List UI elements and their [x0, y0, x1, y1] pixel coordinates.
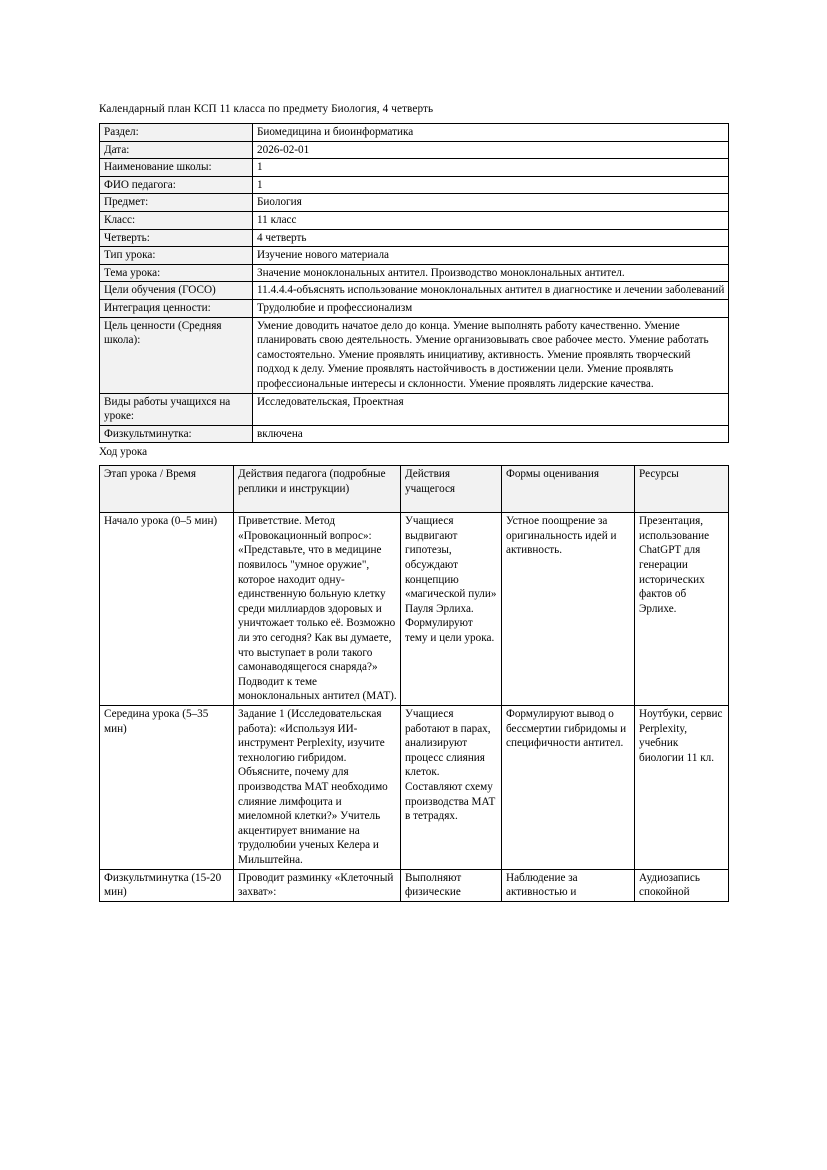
info-label: Раздел:: [100, 124, 253, 142]
cell-teacher-actions: Задание 1 (Исследовательская работа): «Используя ИИ-инструмент Perplexity, изучите технологию гибридом. Объясните, почему для производства МАТ необходимо слияние лимфоцита и миеломной клетки?» Учитель акцентирует внимание на трудолюбии ученых Келера и Мильштейна.: [234, 706, 401, 870]
table-row: [100, 176, 729, 194]
table-row: [100, 393, 729, 425]
info-value: Значение моноклональных антител. Производство моноклональных антител.: [253, 264, 729, 282]
info-value: включена: [253, 425, 729, 443]
page-title: Календарный план КСП 11 класса по предмету Биология, 4 четверть: [99, 103, 434, 115]
table-row: [100, 317, 729, 393]
document-body: [99, 102, 728, 902]
info-label: Интеграция ценности:: [100, 299, 253, 317]
info-value: Биология: [253, 194, 729, 212]
info-label: Наименование школы:: [100, 159, 253, 177]
cell-resources: Презентация, использование ChatGPT для генерации исторических фактов об Эрлихе.: [635, 513, 729, 706]
cell-stage: Середина урока (5–35 мин): [100, 706, 234, 870]
cell-student-actions: Выполняют физические: [401, 869, 502, 901]
info-value: Исследовательская, Проектная: [253, 393, 729, 425]
info-label: Тема урока:: [100, 264, 253, 282]
cell-student-actions: Учащиеся работают в парах, анализируют процесс слияния клеток. Составляют схему производства МАТ в тетрадях.: [401, 706, 502, 870]
cell-assessment: Устное поощрение за оригинальность идей и активность.: [502, 513, 635, 706]
table-row: [100, 706, 729, 870]
table-row: [100, 513, 729, 706]
table-row: [100, 869, 729, 901]
info-value: Умение доводить начатое дело до конца. Умение выполнять работу качественно. Умение планировать свою деятельность. Умение организовывать свое рабочее место. Умение работать самостоятельно. Умение проявлять инициативу, активность. Умение проявлять творческий подход к делу. Умение проявлять настойчивость в достижении цели. Умение проявлять профессиональные интересы и склонности. Умение проявлять лидерские качества.: [253, 317, 729, 393]
cell-student-actions: Учащиеся выдвигают гипотезы, обсуждают концепцию «магической пули» Пауля Эрлиха. Формулируют тему и цели урока.: [401, 513, 502, 706]
section-caption-lesson-flow: Ход урока: [99, 446, 148, 459]
column-header-student-actions: Действия учащегося: [401, 466, 502, 513]
table-header-row: [100, 466, 729, 513]
table-row: [100, 229, 729, 247]
info-value: Изучение нового материала: [253, 247, 729, 265]
cell-resources: Аудиозапись спокойной: [635, 869, 729, 901]
info-label: Виды работы учащихся на уроке:: [100, 393, 253, 425]
lesson-info-table-body: [100, 124, 729, 443]
lesson-flow-table: [99, 465, 729, 901]
lesson-flow-table-body: [100, 513, 729, 901]
cell-teacher-actions: Проводит разминку «Клеточный захват»:: [234, 869, 401, 901]
cell-stage: Физкультминутка (15-20 мин): [100, 869, 234, 901]
column-header-assessment: Формы оценивания: [502, 466, 635, 513]
column-header-resources: Ресурсы: [635, 466, 729, 513]
info-label: Класс:: [100, 211, 253, 229]
info-label: Цель ценности (Средняя школа):: [100, 317, 253, 393]
table-row: [100, 124, 729, 142]
info-value: 1: [253, 159, 729, 177]
info-label: ФИО педагога:: [100, 176, 253, 194]
table-row: [100, 264, 729, 282]
cell-stage: Начало урока (0–5 мин): [100, 513, 234, 706]
table-row: [100, 247, 729, 265]
cell-assessment: Формулируют вывод о бессмертии гибридомы и специфичности антител.: [502, 706, 635, 870]
column-header-stage: Этап урока / Время: [100, 466, 234, 513]
lesson-flow-table-head: [100, 466, 729, 513]
info-value: Биомедицина и биоинформатика: [253, 124, 729, 142]
column-header-teacher-actions: Действия педагога (подробные реплики и инструкции): [234, 466, 401, 513]
info-label: Физкультминутка:: [100, 425, 253, 443]
info-label: Дата:: [100, 141, 253, 159]
cell-assessment: Наблюдение за активностью и: [502, 869, 635, 901]
info-value: 4 четверть: [253, 229, 729, 247]
cell-teacher-actions: Приветствие. Метод «Провокационный вопрос»: «Представьте, что в медицине появилось "умное оружие", которое находит одну-единственную больную клетку среди миллиардов здоровых и уничтожает только её. Возможно ли это сегодня? Как вы думаете, что выступает в роли такого самонаводящегося снаряда?» Подводит к теме моноклональных антител (МАТ).: [234, 513, 401, 706]
table-row: [100, 299, 729, 317]
info-label: Тип урока:: [100, 247, 253, 265]
info-value: 11 класс: [253, 211, 729, 229]
table-row: [100, 194, 729, 212]
table-row: [100, 425, 729, 443]
info-label: Предмет:: [100, 194, 253, 212]
lesson-info-table: [99, 123, 729, 443]
info-label: Четверть:: [100, 229, 253, 247]
cell-resources: Ноутбуки, сервис Perplexity, учебник биологии 11 кл.: [635, 706, 729, 870]
info-value: 11.4.4.4-объяснять использование моноклональных антител в диагностике и лечении заболеваний: [253, 282, 729, 300]
info-value: 2026-02-01: [253, 141, 729, 159]
table-row: [100, 282, 729, 300]
table-row: [100, 159, 729, 177]
info-value: Трудолюбие и профессионализм: [253, 299, 729, 317]
table-row: [100, 211, 729, 229]
table-row: [100, 141, 729, 159]
info-label: Цели обучения (ГОСО): [100, 282, 253, 300]
info-value: 1: [253, 176, 729, 194]
